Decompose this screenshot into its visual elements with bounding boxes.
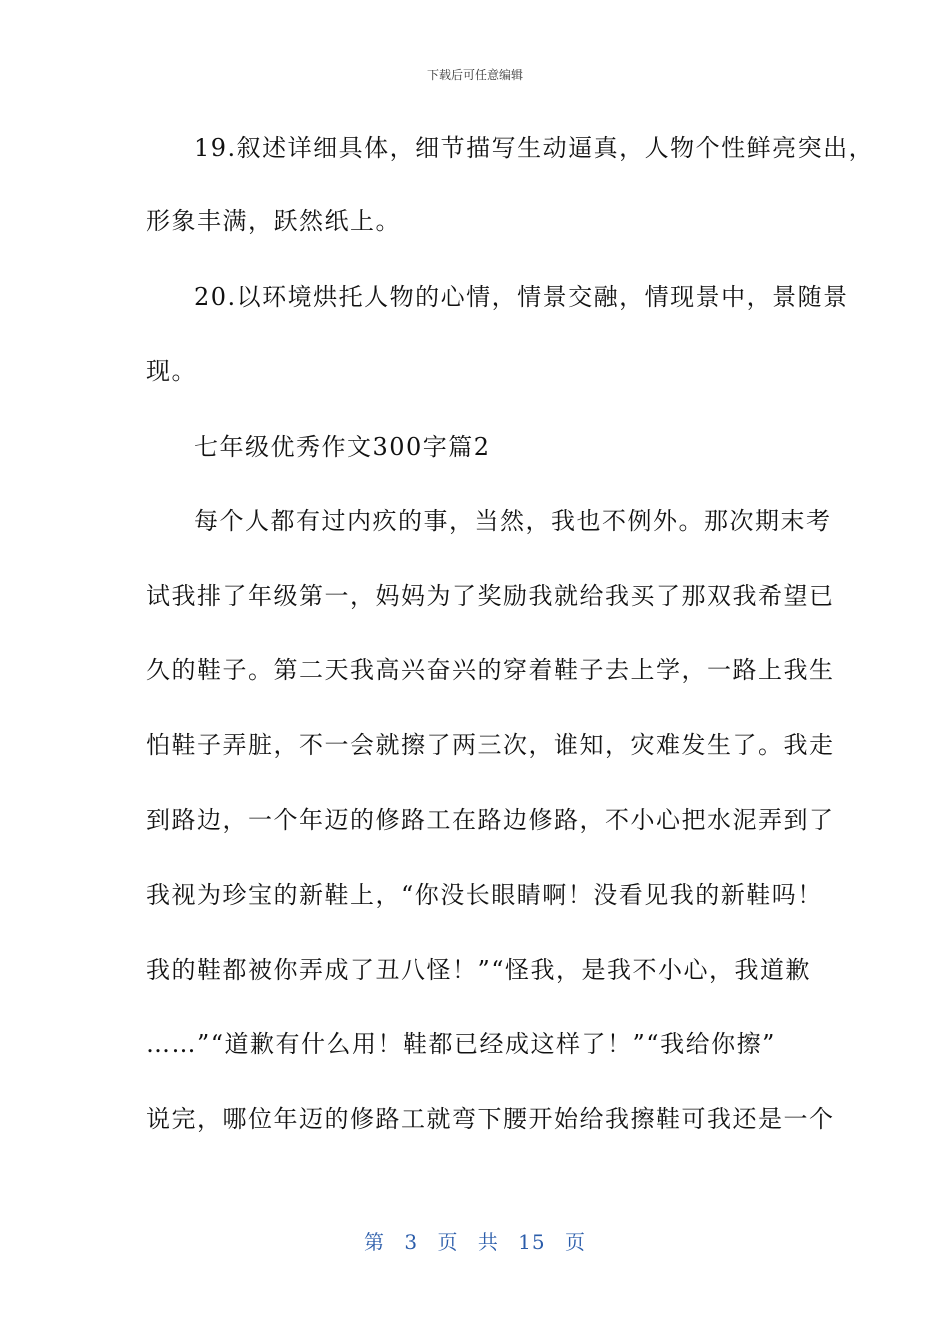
paragraph-line: 久的鞋子。第二天我高兴奋兴的穿着鞋子去上学，一路上我生 <box>146 656 835 684</box>
page-footer <box>0 1226 950 1255</box>
paragraph-line: 我的鞋都被你弄成了丑八怪！”“怪我，是我不小心，我道歉 <box>146 956 812 984</box>
page-header: 下载后可任意编辑 <box>426 68 523 82</box>
paragraph-line: ……”“道歉有什么用！鞋都已经成这样了！”“我给你擦” <box>146 1030 776 1058</box>
footer-label-di: 第 <box>364 1230 385 1254</box>
footer-label-ye2: 页 <box>564 1230 586 1254</box>
section-heading: 七年级优秀作文300字篇2 <box>194 433 491 461</box>
paragraph-line: 怕鞋子弄脏，不一会就擦了两三次，谁知，灾难发生了。我走 <box>146 731 835 759</box>
paragraph-line: 形象丰满，跃然纸上。 <box>146 207 401 235</box>
footer-label-ye: 页 <box>437 1230 459 1254</box>
paragraph-line: 19.叙述详细具体，细节描写生动逼真，人物个性鲜亮突出， <box>194 134 875 162</box>
paragraph-line: 试我排了年级第一，妈妈为了奖励我就给我买了那双我希望已 <box>146 582 835 610</box>
footer-total-pages: 15 <box>518 1230 546 1254</box>
paragraph-line: 每个人都有过内疚的事，当然，我也不例外。那次期末考 <box>194 507 832 535</box>
footer-page-number: 3 <box>404 1230 419 1254</box>
paragraph-line: 到路边，一个年迈的修路工在路边修路，不小心把水泥弄到了 <box>146 806 835 834</box>
paragraph-line: 现。 <box>146 357 197 385</box>
paragraph-line: 说完，哪位年迈的修路工就弯下腰开始给我擦鞋可我还是一个 <box>146 1105 835 1133</box>
footer-label-gong: 共 <box>477 1230 499 1254</box>
paragraph-line: 20.以环境烘托人物的心情，情景交融，情现景中，景随景 <box>194 283 849 311</box>
paragraph-line: 我视为珍宝的新鞋上，“你没长眼睛啊！没看见我的新鞋吗！ <box>146 881 823 909</box>
